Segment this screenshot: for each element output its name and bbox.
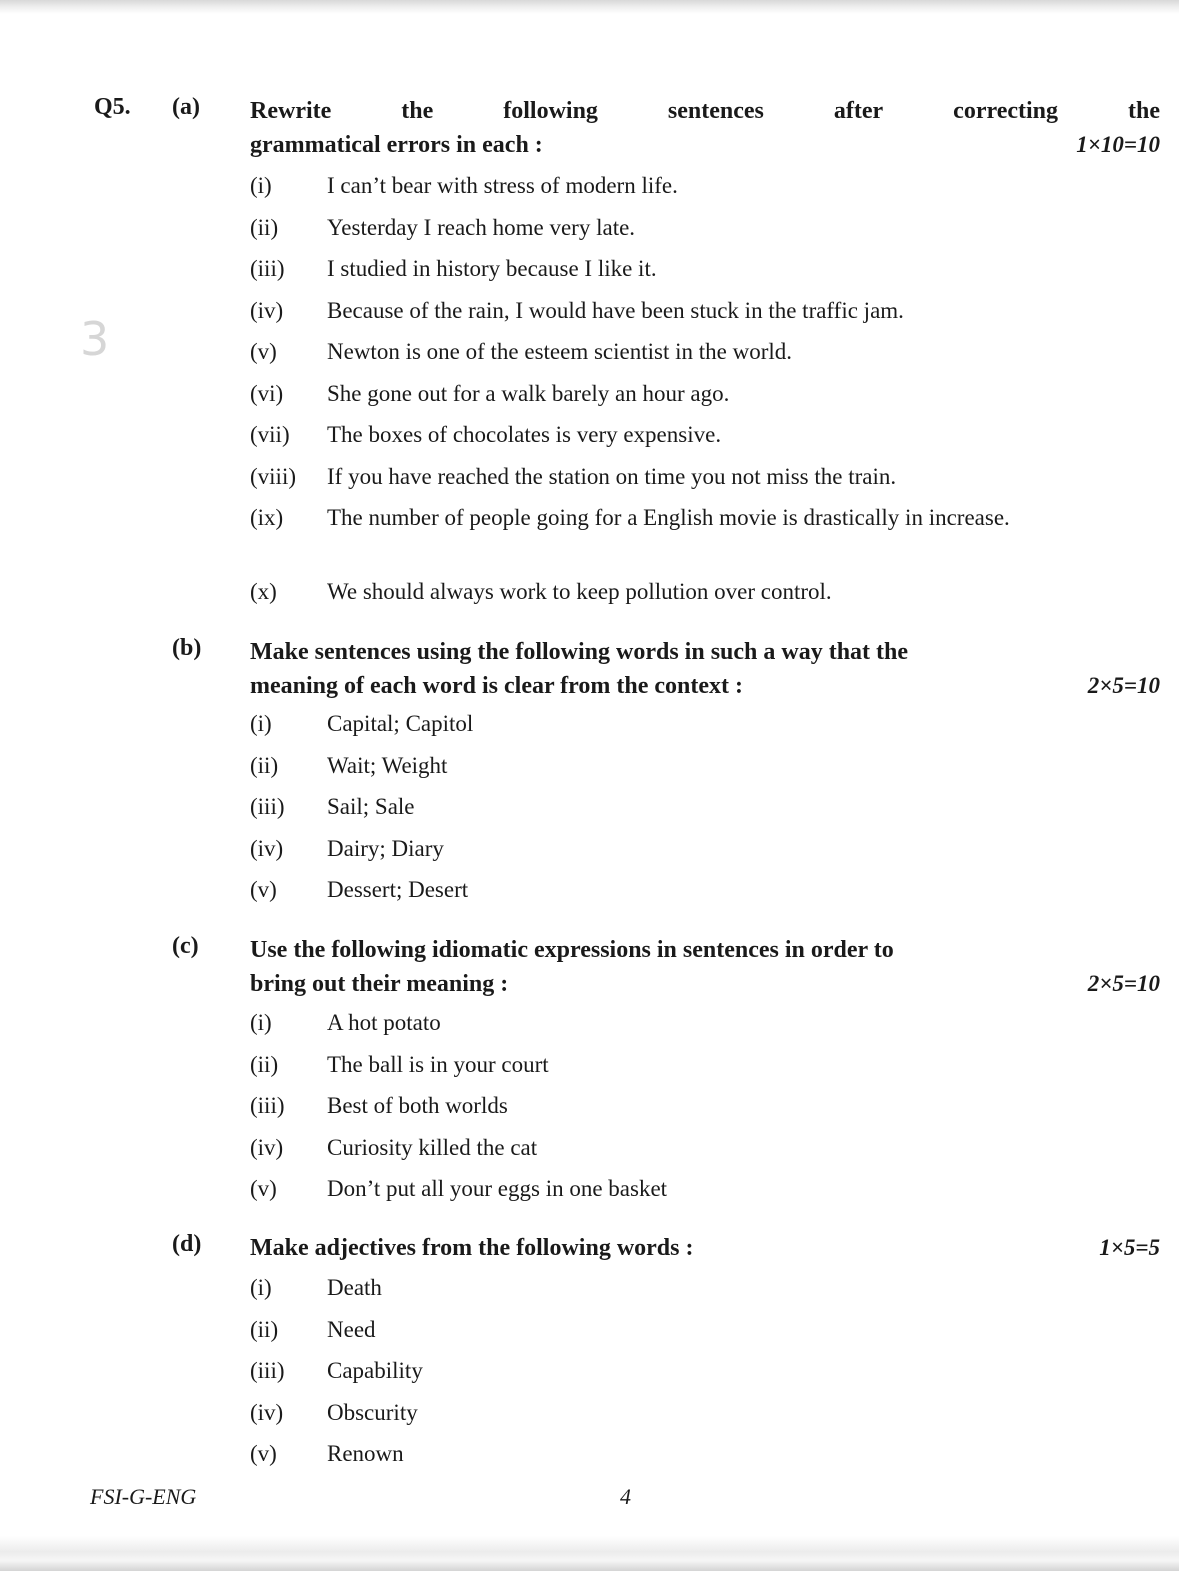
item-text: A hot potato	[327, 1010, 441, 1035]
item-text: Death	[327, 1275, 382, 1300]
list-item	[250, 576, 1130, 618]
item-number: (viii)	[250, 463, 296, 489]
instruction-line-2	[250, 128, 1160, 162]
list-item	[250, 1173, 1130, 1215]
item-number: (iv)	[250, 297, 284, 323]
item-list	[250, 1007, 1130, 1215]
instruction-text: Make sentences using the following words in such a way that the	[250, 639, 909, 665]
instruction-line-1	[250, 1231, 1160, 1265]
item-text: Yesterday I reach home very late.	[327, 214, 636, 240]
instruction-line-1	[250, 635, 1160, 669]
item-text: Dessert; Desert	[327, 877, 469, 902]
instruction-word: sentences	[667, 98, 764, 124]
section-instruction	[250, 94, 1160, 162]
item-text: Obscurity	[327, 1399, 418, 1425]
item-number: (ii)	[250, 1051, 279, 1077]
list-item	[250, 750, 1130, 792]
instruction-line-1	[250, 94, 1160, 128]
item-number: (iv)	[250, 1134, 284, 1160]
section-instruction	[250, 635, 1160, 703]
instruction-word: after	[833, 98, 884, 124]
item-text: I studied in history because I like it.	[327, 256, 657, 281]
section-letter: (a)	[172, 94, 200, 120]
instruction-text: Use the following idiomatic expressions in sentences in order to	[250, 937, 894, 963]
instruction-word: the	[401, 98, 434, 124]
instruction-line-2	[250, 967, 1160, 1001]
list-item	[250, 419, 1130, 461]
item-text: The ball is in your court	[327, 1051, 549, 1077]
list-item	[250, 212, 1130, 254]
item-text: Wait; Weight	[327, 752, 448, 778]
list-item	[250, 253, 1130, 295]
item-number: (v)	[250, 1441, 277, 1466]
section-instruction	[250, 933, 1160, 1001]
item-list	[250, 1272, 1130, 1480]
instruction-text: meaning of each word is clear from the context :	[250, 673, 744, 699]
item-number: (i)	[250, 1275, 272, 1300]
list-item	[250, 378, 1130, 420]
scan-shadow-bottom	[0, 1536, 1179, 1571]
marks-allocation: 1×5=5	[1099, 1235, 1160, 1260]
item-text: Need	[327, 1316, 376, 1342]
list-item	[250, 336, 1130, 378]
list-item	[250, 874, 1130, 916]
list-item	[250, 708, 1130, 750]
instruction-word: the	[1128, 98, 1160, 124]
handwritten-margin-mark: 3	[80, 312, 110, 366]
item-text: Curiosity killed the cat	[327, 1134, 538, 1160]
marks-allocation: 2×5=10	[1087, 971, 1160, 996]
item-text: The number of people going for a English movie is drastically in increase.	[327, 505, 1010, 530]
item-text: Best of both worlds	[327, 1093, 508, 1118]
section-letter: (b)	[172, 635, 202, 661]
item-number: (i)	[250, 1010, 272, 1035]
list-item	[250, 1272, 1130, 1314]
instruction-text: grammatical errors in each :	[250, 132, 543, 158]
item-number: (ii)	[250, 1316, 279, 1342]
section-letter: (c)	[172, 933, 199, 959]
item-number: (iii)	[250, 794, 285, 819]
item-text: If you have reached the station on time you not miss the train.	[327, 463, 897, 489]
list-item	[250, 791, 1130, 833]
item-text: I can’t bear with stress of modern life.	[327, 173, 678, 198]
item-number: (ii)	[250, 752, 279, 778]
item-number: (ii)	[250, 214, 279, 240]
list-item	[250, 1090, 1130, 1132]
item-number: (ix)	[250, 505, 284, 530]
item-text: Don’t put all your eggs in one basket	[327, 1176, 668, 1201]
paper-code: FSI-G-ENG	[90, 1484, 197, 1509]
item-number: (v)	[250, 877, 277, 902]
item-text: The boxes of chocolates is very expensive.	[327, 422, 722, 447]
scan-shadow-top	[0, 0, 1179, 14]
instruction-word: correcting	[953, 98, 1059, 124]
item-number: (v)	[250, 1176, 277, 1201]
list-item	[250, 170, 1130, 212]
item-text: Capital; Capitol	[327, 711, 474, 736]
page-number: 4	[620, 1484, 631, 1509]
item-text: She gone out for a walk barely an hour ago.	[327, 380, 730, 406]
item-list	[250, 170, 1130, 618]
list-item	[250, 1132, 1130, 1174]
item-list	[250, 708, 1130, 916]
item-text: Dairy; Diary	[327, 835, 444, 861]
list-item	[250, 1049, 1130, 1091]
item-number: (iv)	[250, 835, 284, 861]
list-item	[250, 502, 1130, 576]
instruction-text: bring out their meaning :	[250, 971, 509, 997]
instruction-line-2	[250, 669, 1160, 703]
item-number: (vi)	[250, 380, 284, 406]
instruction-word: Rewrite	[250, 98, 332, 124]
item-text: We should always work to keep pollution over control.	[327, 579, 832, 604]
list-item	[250, 1007, 1130, 1049]
item-number: (iii)	[250, 256, 285, 281]
item-number: (iv)	[250, 1399, 284, 1425]
item-text: Renown	[327, 1441, 404, 1466]
section-letter: (d)	[172, 1231, 202, 1257]
item-number: (x)	[250, 579, 277, 604]
item-number: (vii)	[250, 422, 290, 447]
list-item	[250, 295, 1130, 337]
marks-allocation: 2×5=10	[1087, 673, 1160, 698]
list-item	[250, 1355, 1130, 1397]
item-number: (iii)	[250, 1358, 285, 1383]
section-instruction	[250, 1231, 1160, 1265]
instruction-text: Make adjectives from the following words :	[250, 1235, 694, 1261]
item-number: (v)	[250, 339, 277, 364]
item-text: Capability	[327, 1358, 423, 1383]
item-text: Sail; Sale	[327, 794, 415, 819]
list-item	[250, 1397, 1130, 1439]
list-item	[250, 833, 1130, 875]
question-number: Q5.	[94, 94, 131, 120]
item-number: (iii)	[250, 1093, 285, 1118]
list-item	[250, 1438, 1130, 1480]
list-item	[250, 461, 1130, 503]
item-number: (i)	[250, 711, 272, 736]
item-text: Because of the rain, I would have been stuck in the traffic jam.	[327, 297, 904, 323]
item-text: Newton is one of the esteem scientist in the world.	[327, 339, 793, 364]
marks-allocation: 1×10=10	[1076, 132, 1160, 157]
instruction-word: following	[503, 98, 598, 124]
instruction-line-1	[250, 933, 1160, 967]
list-item	[250, 1314, 1130, 1356]
item-number: (i)	[250, 173, 272, 198]
